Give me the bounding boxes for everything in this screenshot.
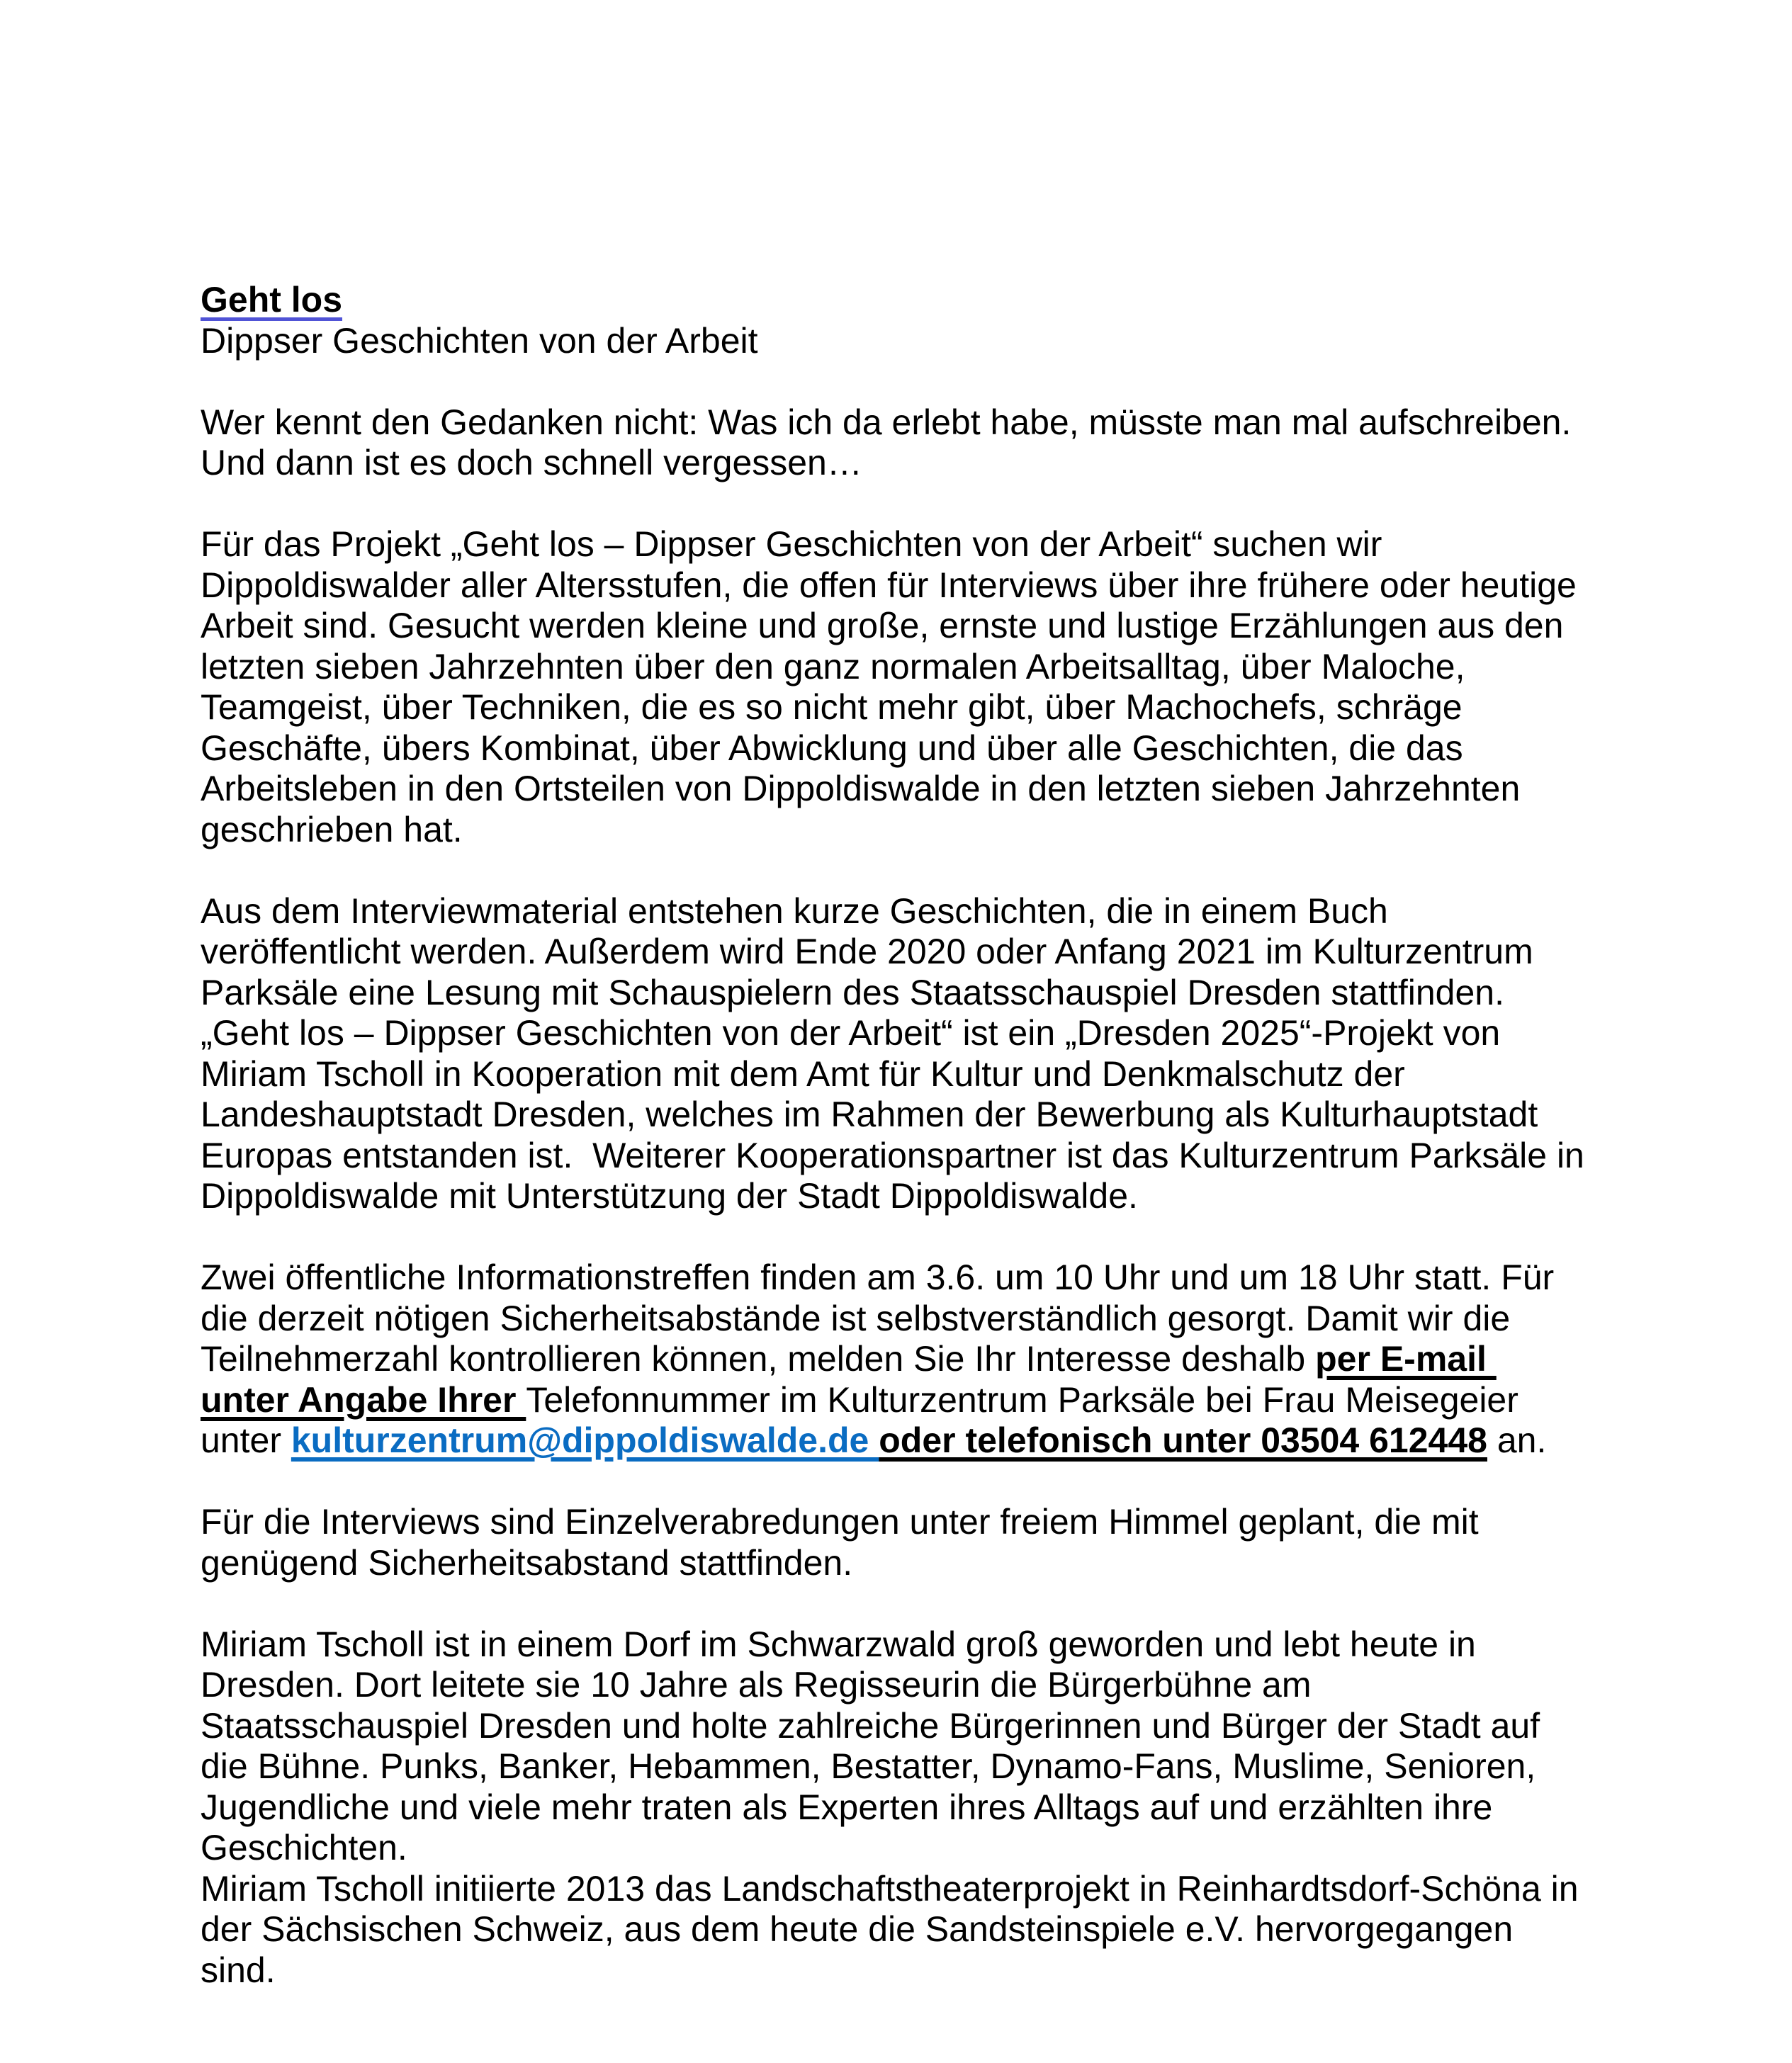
text-line xyxy=(201,647,1584,688)
text-line xyxy=(201,1665,1584,1706)
text-line xyxy=(201,402,1584,443)
text-run: Teamgeist, über Techniken, die es so nicht mehr gibt, über Machochefs, schräge xyxy=(201,687,1463,727)
emphasis-email-note: unter Angabe Ihrer xyxy=(201,1379,526,1420)
paragraph-biography xyxy=(201,1624,1584,1991)
text-line xyxy=(201,1054,1584,1095)
subtitle: Dippser Geschichten von der Arbeit xyxy=(201,320,758,361)
text-run: sind. xyxy=(201,1950,276,1990)
emphasis-email-note: per E-mail xyxy=(1315,1339,1497,1379)
text-run: der Sächsischen Schweiz, aus dem heute die Sandsteinspiele e.V. hervorgegangen xyxy=(201,1909,1514,1949)
phone-contact: oder telefonisch unter 03504 612448 xyxy=(879,1420,1487,1460)
text-line xyxy=(201,810,1584,851)
text-run: Zwei öffentliche Informationstreffen finden am 3.6. um 10 Uhr und um 18 Uhr statt. Für xyxy=(201,1257,1555,1297)
page-title: Geht los xyxy=(201,280,343,320)
text-run: Aus dem Interviewmaterial entstehen kurze Geschichten, die in einem Buch xyxy=(201,891,1388,931)
email-link[interactable]: kulturzentrum@dippoldiswalde.de xyxy=(291,1420,879,1460)
text-run: Für die Interviews sind Einzelverabredungen unter freiem Himmel geplant, die mit xyxy=(201,1502,1479,1542)
text-line xyxy=(201,973,1584,1014)
text-line xyxy=(201,1706,1584,1747)
text-line xyxy=(201,1257,1584,1299)
paragraph-meetings xyxy=(201,1257,1584,1462)
text-line xyxy=(201,1828,1584,1869)
text-run: die Bühne. Punks, Banker, Hebammen, Bestatter, Dynamo-Fans, Muslime, Senioren, xyxy=(201,1746,1536,1786)
text-run: veröffentlicht werden. Außerdem wird Ende 2020 oder Anfang 2021 im Kulturzentrum xyxy=(201,932,1533,971)
text-line xyxy=(201,1543,1584,1584)
text-line xyxy=(201,443,1584,484)
document-content xyxy=(201,280,1584,1991)
text-run: an. xyxy=(1487,1420,1547,1460)
text-line xyxy=(201,728,1584,769)
text-line xyxy=(201,687,1584,728)
text-run: Dippoldiswalder aller Altersstufen, die offen für Interviews über ihre frühere oder heutige xyxy=(201,565,1577,605)
text-run: Jugendliche und viele mehr traten als Experten ihres Alltags auf und erzählten ihre xyxy=(201,1787,1493,1827)
paragraph-intro xyxy=(201,402,1584,484)
text-line xyxy=(201,1420,1584,1462)
text-line xyxy=(201,565,1584,606)
text-run: letzten sieben Jahrzehnten über den ganz normalen Arbeitsalltag, über Maloche, xyxy=(201,646,1465,686)
text-run: Arbeitsleben in den Ortsteilen von Dippoldiswalde in den letzten sieben Jahrzehnten xyxy=(201,769,1521,808)
paragraph-project xyxy=(201,524,1584,850)
text-line xyxy=(201,1339,1584,1380)
text-line xyxy=(201,1299,1584,1340)
text-line xyxy=(201,1095,1584,1136)
text-line xyxy=(201,1909,1584,1950)
text-line xyxy=(201,1176,1584,1217)
text-run: Geschäfte, übers Kombinat, über Abwicklung und über alle Geschichten, die das xyxy=(201,728,1463,768)
text-run: Für das Projekt „Geht los – Dippser Geschichten von der Arbeit“ suchen wir xyxy=(201,524,1382,564)
text-run: Geschichten. xyxy=(201,1828,407,1867)
text-run: Landeshauptstadt Dresden, welches im Rahmen der Bewerbung als Kulturhauptstadt xyxy=(201,1095,1538,1134)
text-line xyxy=(201,1013,1584,1054)
text-line xyxy=(201,769,1584,810)
paragraph-book xyxy=(201,891,1584,1217)
text-line xyxy=(201,321,1584,362)
text-run: Europas entstanden ist. Weiterer Kooperationspartner ist das Kulturzentrum Parksäle in xyxy=(201,1135,1584,1175)
title-block xyxy=(201,280,1584,361)
text-run: Miriam Tscholl initiierte 2013 das Landschaftstheaterprojekt in Reinhardtsdorf-Schöna in xyxy=(201,1868,1579,1909)
text-run: Teilnehmerzahl kontrollieren können, melden Sie Ihr Interesse deshalb xyxy=(201,1339,1316,1379)
text-run: „Geht los – Dippser Geschichten von der Arbeit“ ist ein „Dresden 2025“-Projekt von xyxy=(201,1013,1501,1053)
text-line xyxy=(201,1869,1584,1910)
text-line xyxy=(201,1787,1584,1829)
text-line xyxy=(201,1746,1584,1787)
text-line xyxy=(201,606,1584,647)
text-run: geschrieben hat. xyxy=(201,809,463,849)
text-line xyxy=(201,1624,1584,1666)
text-line xyxy=(201,280,1584,321)
text-run: Und dann ist es doch schnell vergessen… xyxy=(201,443,862,482)
text-line xyxy=(201,1502,1584,1543)
text-run: Dresden. Dort leitete sie 10 Jahre als Regisseurin die Bürgerbühne am xyxy=(201,1665,1312,1705)
text-run: die derzeit nötigen Sicherheitsabstände ist selbstverständlich gesorgt. Damit wir die xyxy=(201,1298,1511,1338)
text-line xyxy=(201,1380,1584,1421)
text-line xyxy=(201,1950,1584,1991)
text-run: Miriam Tscholl in Kooperation mit dem Amt für Kultur und Denkmalschutz der xyxy=(201,1053,1405,1094)
text-run: Arbeit sind. Gesucht werden kleine und große, ernste und lustige Erzählungen aus den xyxy=(201,606,1564,645)
text-run: Telefonnummer im Kulturzentrum Parksäle bei Frau Meisegeier xyxy=(526,1379,1518,1420)
text-run: Staatsschauspiel Dresden und holte zahlreiche Bürgerinnen und Bürger der Stadt auf xyxy=(201,1705,1540,1746)
text-line xyxy=(201,932,1584,973)
text-run: Parksäle eine Lesung mit Schauspielern des Staatsschauspiel Dresden stattfinden. xyxy=(201,972,1504,1012)
text-line xyxy=(201,1136,1584,1177)
text-line xyxy=(201,891,1584,932)
paragraph-interviews xyxy=(201,1502,1584,1583)
text-run: Wer kennt den Gedanken nicht: Was ich da erlebt habe, müsste man mal aufschreiben. xyxy=(201,402,1572,442)
text-run: genügend Sicherheitsabstand stattfinden. xyxy=(201,1542,853,1583)
text-run: Miriam Tscholl ist in einem Dorf im Schwarzwald groß geworden und lebt heute in xyxy=(201,1624,1476,1664)
text-run: unter xyxy=(201,1420,291,1460)
text-line xyxy=(201,524,1584,565)
text-run: Dippoldiswalde mit Unterstützung der Stadt Dippoldiswalde. xyxy=(201,1176,1138,1216)
